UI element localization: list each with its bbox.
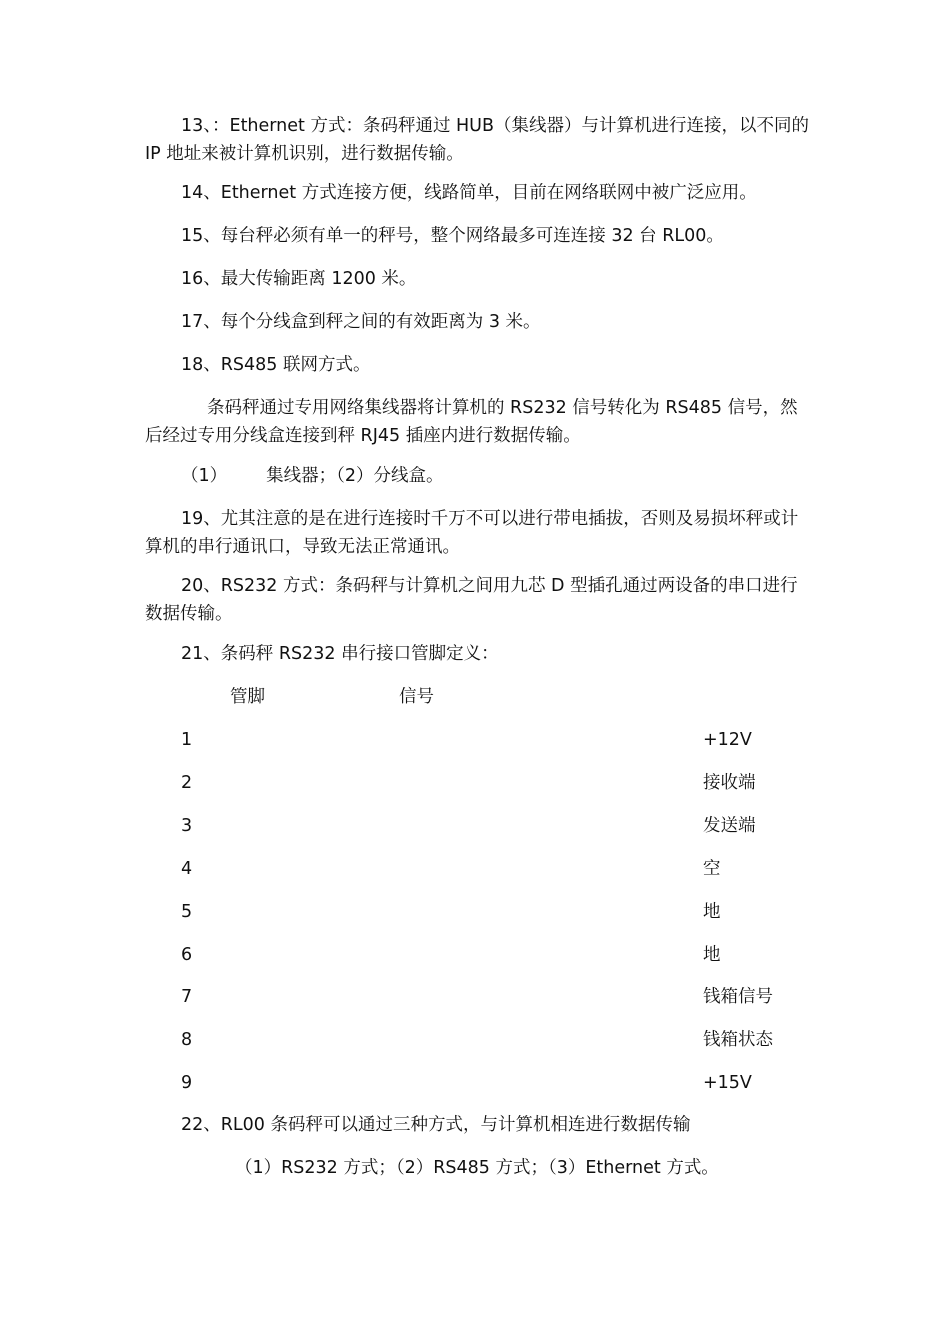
paragraph-17: 17、每个分线盒到秤之间的有效距离为 3 米。 (181, 312, 541, 332)
pin-signal: 钱箱状态 (703, 1030, 773, 1050)
pin-signal: 地 (703, 902, 721, 922)
paragraph-13 (145, 112, 815, 168)
paragraph-22-items: （1）RS232 方式；（2）RS485 方式；（3）Ethernet 方式。 (235, 1158, 719, 1178)
paragraph-18: 18、RS485 联网方式。 (181, 355, 371, 375)
pin-signal: 钱箱信号 (703, 987, 773, 1007)
pin-number: 2 (181, 773, 193, 793)
pin-number: 1 (181, 730, 193, 750)
paragraph-15: 15、每台秤必须有单一的秤号，整个网络最多可连连接 32 台 RL00。 (181, 226, 724, 246)
paragraph-13-text: 13、：Ethernet 方式：条码秤通过 HUB（集线器）与计算机进行连接，以不同的 IP 地址来被计算机识别，进行数据传输。 (145, 116, 815, 164)
pin-signal: +15V (703, 1073, 752, 1093)
pin-signal: 发送端 (703, 816, 756, 836)
paragraph-20 (145, 572, 810, 628)
paragraph-22: 22、RL00 条码秤可以通过三种方式，与计算机相连进行数据传输 (181, 1115, 691, 1135)
paragraph-19 (145, 505, 810, 561)
paragraph-21: 21、条码秤 RS232 串行接口管脚定义： (181, 644, 499, 664)
pin-number: 4 (181, 859, 193, 879)
pin-column-header: 管脚 (230, 687, 265, 707)
pin-number: 3 (181, 816, 193, 836)
paragraph-18-items: （1） 集线器；（2）分线盒。 (181, 466, 444, 486)
pin-number: 9 (181, 1073, 193, 1093)
paragraph-18-detail (145, 394, 810, 450)
paragraph-19-text: 19、尤其注意的是在进行连接时千万不可以进行带电插拔，否则及易损坏秤或计算机的串行通讯口，导致无法正常通讯。 (145, 509, 799, 557)
paragraph-20-text: 20、RS232 方式：条码秤与计算机之间用九芯 D 型插孔通过两设备的串口进行数据传输。 (145, 576, 798, 624)
paragraph-18-detail-text: 条码秤通过专用网络集线器将计算机的 RS232 信号转化为 RS485 信号，然后经过专用分线盒连接到秤 RJ45 插座内进行数据传输。 (145, 398, 798, 446)
pin-signal: +12V (703, 730, 752, 750)
pin-signal: 地 (703, 945, 721, 965)
pin-signal: 空 (703, 859, 721, 879)
pin-number: 6 (181, 945, 193, 965)
paragraph-16: 16、最大传输距离 1200 米。 (181, 269, 417, 289)
pin-number: 8 (181, 1030, 193, 1050)
pin-signal: 接收端 (703, 773, 756, 793)
signal-column-header: 信号 (399, 687, 434, 707)
paragraph-14: 14、Ethernet 方式连接方便，线路简单，目前在网络联网中被广泛应用。 (181, 183, 757, 203)
pin-number: 5 (181, 902, 193, 922)
pin-number: 7 (181, 987, 193, 1007)
